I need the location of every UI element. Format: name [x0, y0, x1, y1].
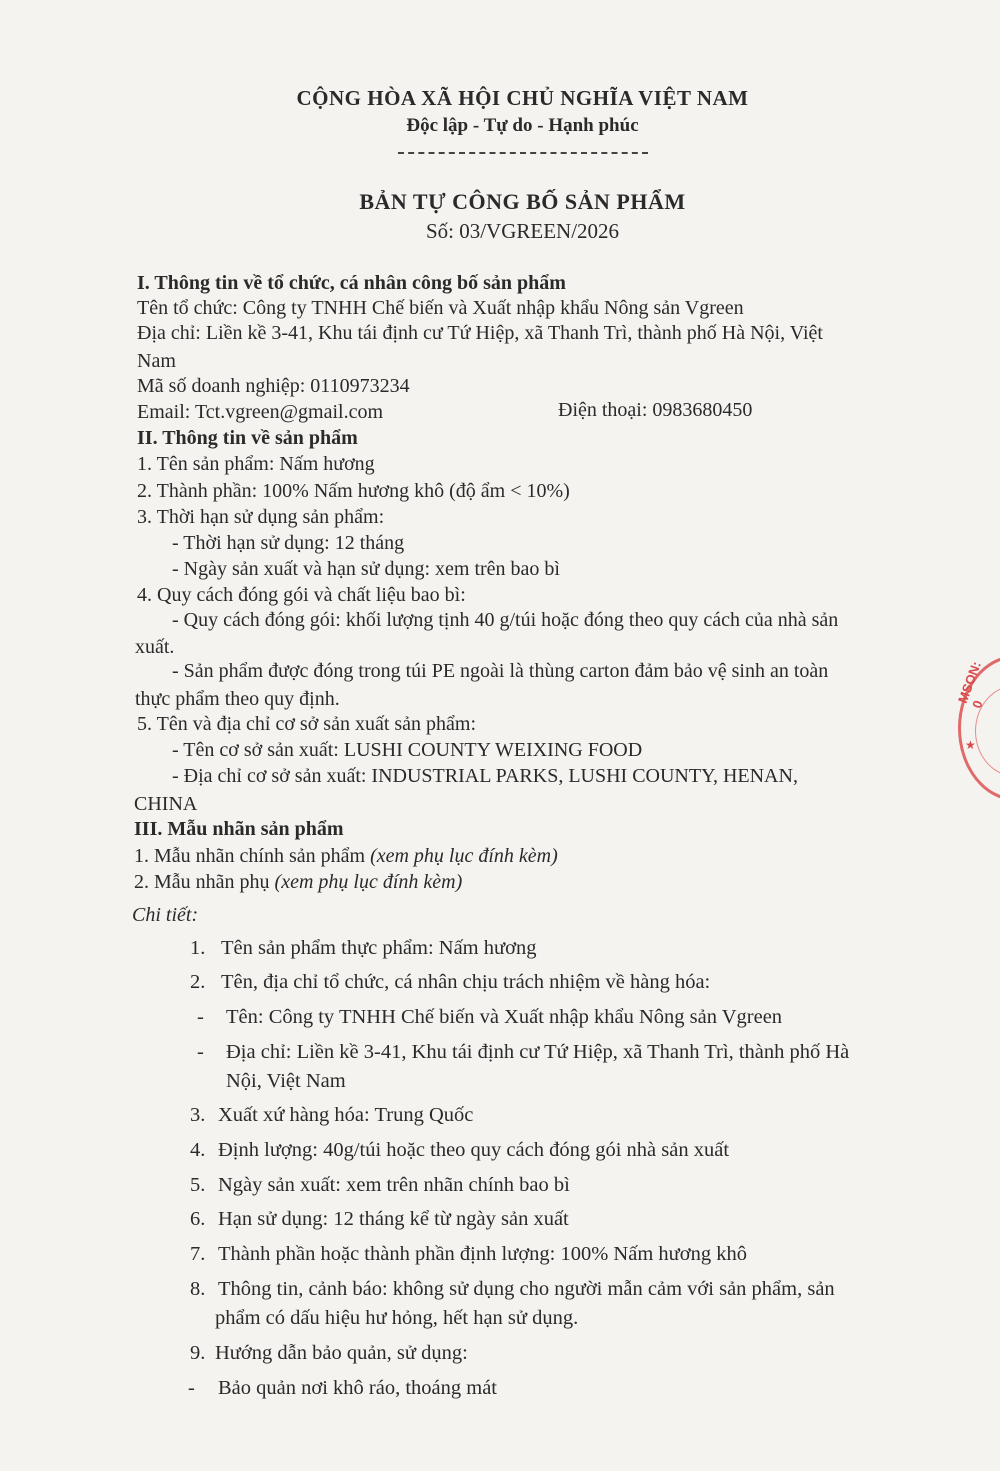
detail-5: Ngày sản xuất: xem trên nhãn chính bao bì — [218, 1174, 570, 1196]
detail-8-line1: Thông tin, cảnh báo: không sử dụng cho người mẫn cảm với sản phẩm, sản — [218, 1278, 835, 1300]
detail-9: Hướng dẫn bảo quản, sử dụng: — [215, 1342, 468, 1364]
detail-9a-dash: - — [188, 1377, 195, 1399]
detail-7: Thành phần hoặc thành phần định lượng: 100% Nấm hương khô — [218, 1243, 747, 1265]
company-seal-text: MSON: 0 — [955, 659, 986, 711]
detail-5-number: 5. — [190, 1174, 206, 1196]
main-label-text: 1. Mẫu nhãn chính sản phẩm — [134, 845, 366, 867]
detail-8-line2: phẩm có dấu hiệu hư hỏng, hết hạn sử dụng. — [215, 1307, 579, 1329]
detail-2a-dash: - — [197, 1006, 204, 1028]
detail-7-number: 7. — [190, 1243, 206, 1265]
document-title: BẢN TỰ CÔNG BỐ SẢN PHẨM — [359, 189, 686, 214]
manufacturer-name: - Tên cơ sở sản xuất: LUSHI COUNTY WEIXING FOOD — [172, 739, 643, 761]
detail-6-number: 6. — [190, 1208, 206, 1230]
section-2-heading: II. Thông tin về sản phẩm — [137, 427, 358, 449]
shelf-life: - Thời hạn sử dụng: 12 tháng — [172, 532, 405, 554]
detail-4-number: 4. — [190, 1139, 206, 1161]
org-name: Tên tổ chức: Công ty TNHH Chế biến và Xuất nhập khẩu Nông sản Vgreen — [137, 297, 744, 319]
phone: Điện thoại: 0983680450 — [558, 399, 753, 421]
tax-code: Mã số doanh nghiệp: 0110973234 — [137, 375, 410, 397]
section-3-heading: III. Mẫu nhãn sản phẩm — [134, 818, 344, 840]
detail-8-number: 8. — [190, 1278, 206, 1300]
header-divider — [398, 152, 648, 154]
detail-1-number: 1. — [190, 937, 206, 959]
detail-9a: Bảo quản nơi khô ráo, thoáng mát — [218, 1377, 497, 1399]
detail-2: Tên, địa chỉ tổ chức, cá nhân chịu trách nhiệm về hàng hóa: — [221, 971, 711, 993]
org-address-line1: Địa chỉ: Liền kề 3-41, Khu tái định cư Tứ Hiệp, xã Thanh Trì, thành phố Hà Nội, Việt — [137, 322, 823, 344]
packaging-material-line1: - Sản phẩm được đóng trong túi PE ngoài là thùng carton đảm bảo vệ sinh an toàn — [172, 660, 829, 682]
detail-1: Tên sản phẩm thực phẩm: Nấm hương — [221, 937, 537, 959]
shelf-life-heading: 3. Thời hạn sử dụng sản phẩm: — [137, 506, 385, 528]
detail-6: Hạn sử dụng: 12 tháng kể từ ngày sản xuất — [218, 1208, 569, 1230]
product-name: 1. Tên sản phẩm: Nấm hương — [137, 453, 375, 475]
document-number: Số: 03/VGREEN/2026 — [425, 219, 620, 243]
packaging-spec-line1: - Quy cách đóng gói: khối lượng tịnh 40 g/túi hoặc đóng theo quy cách của nhà sản — [172, 609, 839, 631]
detail-3: Xuất xứ hàng hóa: Trung Quốc — [218, 1104, 474, 1126]
packaging-heading: 4. Quy cách đóng gói và chất liệu bao bì: — [137, 584, 466, 606]
seal-star-icon: ★ — [965, 738, 976, 752]
detail-2-number: 2. — [190, 971, 206, 993]
motto: Độc lập - Tự do - Hạnh phúc — [406, 115, 639, 136]
main-label-line — [134, 845, 558, 868]
production-date: - Ngày sản xuất và hạn sử dụng: xem trên bao bì — [172, 558, 560, 580]
manufacturer-heading: 5. Tên và địa chỉ cơ sở sản xuất sản phẩm: — [137, 713, 477, 735]
packaging-material-line2: thực phẩm theo quy định. — [135, 688, 340, 710]
email: Email: Tct.vgreen@gmail.com — [137, 401, 384, 423]
detail-3-number: 3. — [190, 1104, 206, 1126]
main-label-note: (xem phụ lục đính kèm) — [370, 845, 558, 867]
detail-2b-line1: Địa chỉ: Liền kề 3-41, Khu tái định cư Tứ Hiệp, xã Thanh Trì, thành phố Hà — [226, 1041, 850, 1063]
sub-label-line — [134, 871, 462, 894]
detail-2b-dash: - — [197, 1041, 204, 1063]
manufacturer-address-line1: - Địa chỉ cơ sở sản xuất: INDUSTRIAL PARKS, LUSHI COUNTY, HENAN, — [172, 765, 798, 787]
composition: 2. Thành phần: 100% Nấm hương khô (độ ẩm < 10%) — [137, 480, 570, 502]
manufacturer-address-line2: CHINA — [134, 793, 198, 815]
section-1-heading: I. Thông tin về tổ chức, cá nhân công bố sản phẩm — [137, 272, 566, 294]
sub-label-text: 2. Mẫu nhãn phụ — [134, 871, 270, 893]
country-header: CỘNG HÒA XÃ HỘI CHỦ NGHĨA VIỆT NAM — [296, 86, 749, 110]
sub-label-note: (xem phụ lục đính kèm) — [274, 871, 463, 893]
detail-2b-line2: Nội, Việt Nam — [226, 1070, 346, 1092]
detail-4: Định lượng: 40g/túi hoặc theo quy cách đóng gói nhà sản xuất — [218, 1139, 730, 1161]
detail-2a: Tên: Công ty TNHH Chế biến và Xuất nhập khẩu Nông sản Vgreen — [226, 1006, 783, 1028]
org-address-line2: Nam — [137, 350, 176, 372]
packaging-spec-line2: xuất. — [135, 636, 175, 658]
detail-9-number: 9. — [190, 1342, 206, 1364]
detail-heading: Chi tiết: — [132, 904, 199, 926]
